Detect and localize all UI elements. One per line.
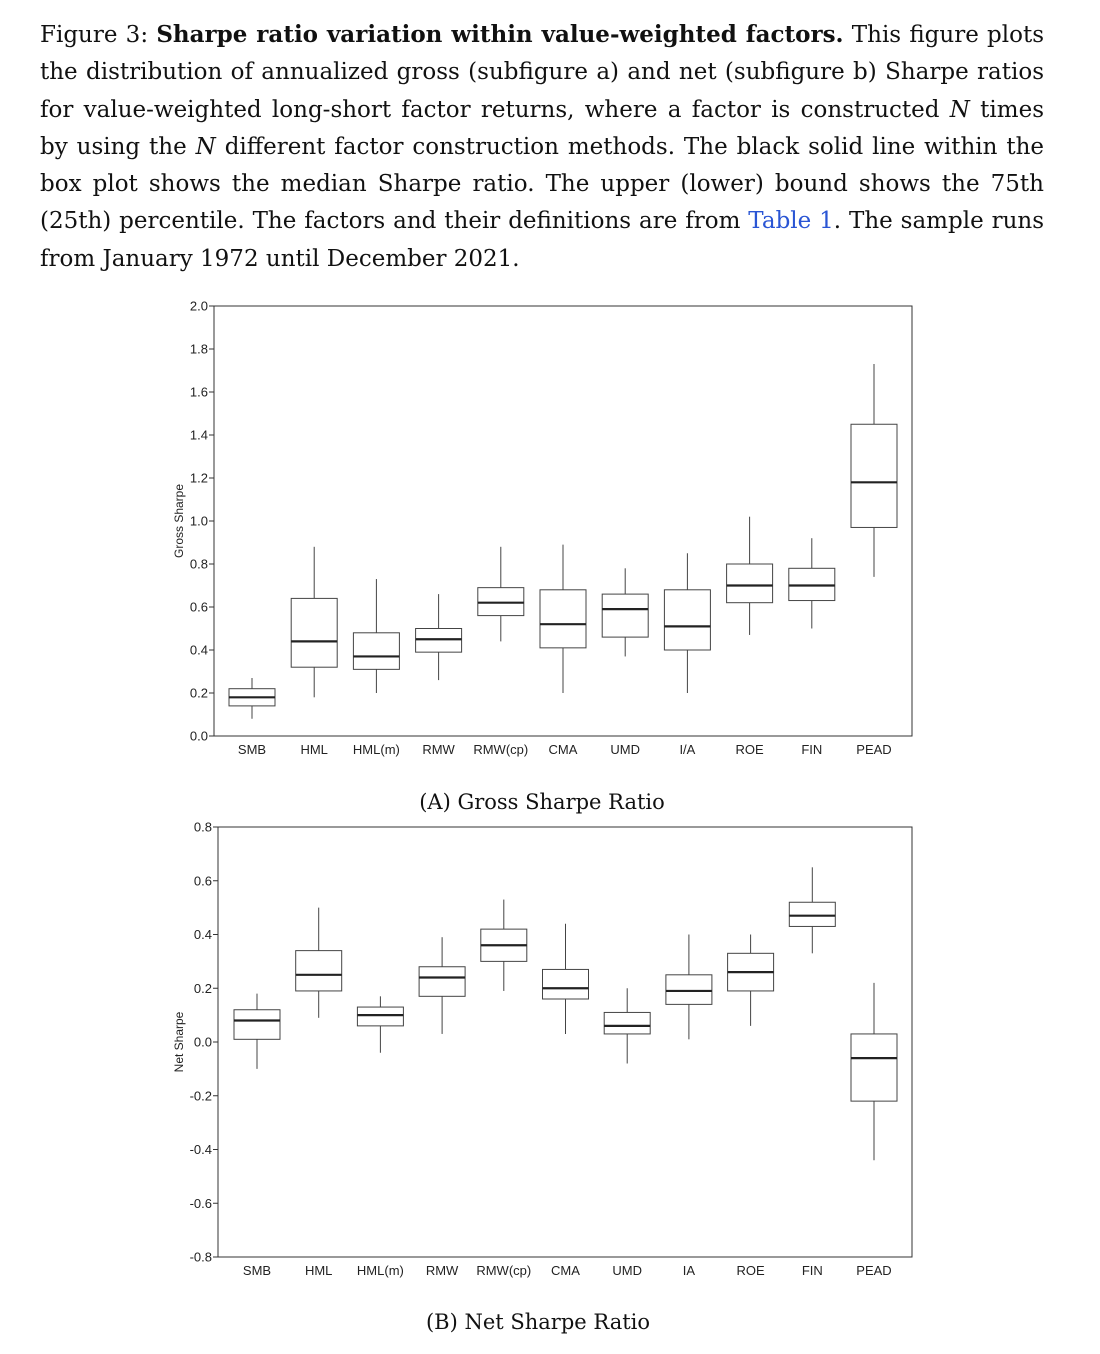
- chart-a-box: [602, 594, 648, 637]
- table-1-link[interactable]: Table 1: [748, 208, 834, 235]
- caption-text-4: . The sample runs from January 1972 until December 2021.: [40, 208, 1045, 272]
- chart-b-box: [543, 969, 589, 999]
- caption-n-2: N: [195, 133, 216, 160]
- chart-b-ytick-label: 0.2: [193, 980, 212, 996]
- chart-a-category-label: PEAD: [856, 742, 892, 757]
- chart-a-category-label: I/A: [679, 742, 696, 757]
- chart-a-ytick-label: 0.4: [189, 642, 208, 658]
- chart-b-box: [419, 967, 465, 997]
- chart-a-box: [851, 424, 897, 527]
- caption-n-1: N: [949, 96, 970, 123]
- chart-b-category-label: UMD: [612, 1263, 643, 1278]
- chart-a-ylabel: Gross Sharpe: [172, 483, 186, 559]
- chart-b-category-label: IA: [682, 1263, 696, 1278]
- chart-a-category-label: UMD: [610, 742, 641, 757]
- chart-b-ytick-label: -0.8: [189, 1249, 212, 1265]
- chart-b-category-label: RMW: [425, 1263, 459, 1278]
- chart-a-title: (A) Gross Sharpe Ratio: [419, 790, 665, 814]
- chart-a-ytick-label: 1.0: [189, 513, 208, 529]
- caption-title: Sharpe ratio variation within value-weighted factors.: [156, 21, 844, 48]
- chart-b-ytick-label: -0.2: [189, 1088, 212, 1104]
- chart-b-ytick-label: -0.6: [189, 1195, 212, 1211]
- chart-a-ytick-label: 1.4: [189, 427, 208, 443]
- chart-b-box: [666, 975, 712, 1005]
- chart-b-category-label: ROE: [736, 1263, 765, 1278]
- chart-a-box: [291, 598, 337, 667]
- chart-a-box: [664, 590, 710, 650]
- chart-b-ytick-label: 0.8: [193, 819, 212, 835]
- chart-a-category-label: HML(m): [352, 742, 400, 757]
- chart-b-ytick-label: 0.6: [193, 873, 212, 889]
- chart-b-category-label: RMW(cp): [476, 1263, 532, 1278]
- chart-b-box: [234, 1010, 280, 1040]
- chart-a-category-label: CMA: [548, 742, 578, 757]
- chart-a-ytick-label: 0.8: [189, 556, 208, 572]
- chart-b-box: [851, 1034, 897, 1101]
- gross-sharpe-chart: [0, 295, 1100, 765]
- chart-a-ytick-label: 0.6: [189, 599, 208, 615]
- chart-a-ytick-label: 0.2: [189, 685, 208, 701]
- chart-b-box: [604, 1012, 650, 1034]
- chart-a-ytick-label: 2.0: [189, 298, 208, 314]
- caption-label: Figure 3:: [40, 22, 149, 48]
- chart-b-ylabel: Net Sharpe: [172, 1011, 186, 1073]
- chart-b-category-label: FIN: [801, 1263, 823, 1278]
- chart-a-category-label: FIN: [801, 742, 823, 757]
- chart-b-title: (B) Net Sharpe Ratio: [425, 1310, 651, 1334]
- chart-a-category-label: RMW(cp): [473, 742, 529, 757]
- chart-a-category-label: RMW: [422, 742, 455, 757]
- net-sharpe-chart: [0, 815, 1100, 1285]
- chart-b-category-label: PEAD: [856, 1263, 892, 1278]
- chart-b-box: [357, 1007, 403, 1026]
- chart-a-box: [540, 590, 586, 648]
- chart-a-ytick-label: 1.8: [189, 341, 208, 357]
- chart-b-category-label: SMB: [242, 1263, 272, 1278]
- chart-a-category-label: SMB: [237, 742, 267, 757]
- chart-b-plot-frame: [218, 827, 912, 1257]
- chart-a-box: [727, 564, 773, 603]
- chart-b-box: [296, 951, 342, 991]
- chart-a-box: [353, 633, 399, 670]
- caption-text-1: This figure plots the distribution of annualized gross (subfigure a) and net (subfigure b) Sharpe ratios for value-weighted long-short factor returns, where a factor is constructed: [40, 22, 1045, 123]
- caption-text-3: different factor construction methods. The black solid line within the box plot shows the median Sharpe ratio. The upper (lower) bound shows the 75th (25th) percentile. The factors and their definitions are from: [40, 133, 1045, 235]
- chart-a-ytick-label: 1.2: [189, 470, 208, 486]
- figure-caption: [40, 16, 1044, 278]
- chart-b-category-label: CMA: [551, 1263, 580, 1278]
- chart-b-box: [789, 902, 835, 926]
- chart-b-ytick-label: 0.0: [193, 1034, 212, 1050]
- chart-b-ytick-label: 0.4: [193, 927, 212, 942]
- chart-b-ytick-label: -0.4: [189, 1142, 212, 1157]
- chart-a-category-label: HML: [300, 742, 328, 757]
- chart-a-ytick-label: 1.6: [189, 384, 208, 400]
- chart-a-ytick-label: 0.0: [189, 728, 208, 744]
- chart-b-category-label: HML(m): [356, 1263, 404, 1278]
- caption-text-2: times by using the: [40, 96, 1044, 160]
- chart-b-category-label: HML: [304, 1263, 333, 1278]
- chart-a-category-label: ROE: [735, 742, 764, 757]
